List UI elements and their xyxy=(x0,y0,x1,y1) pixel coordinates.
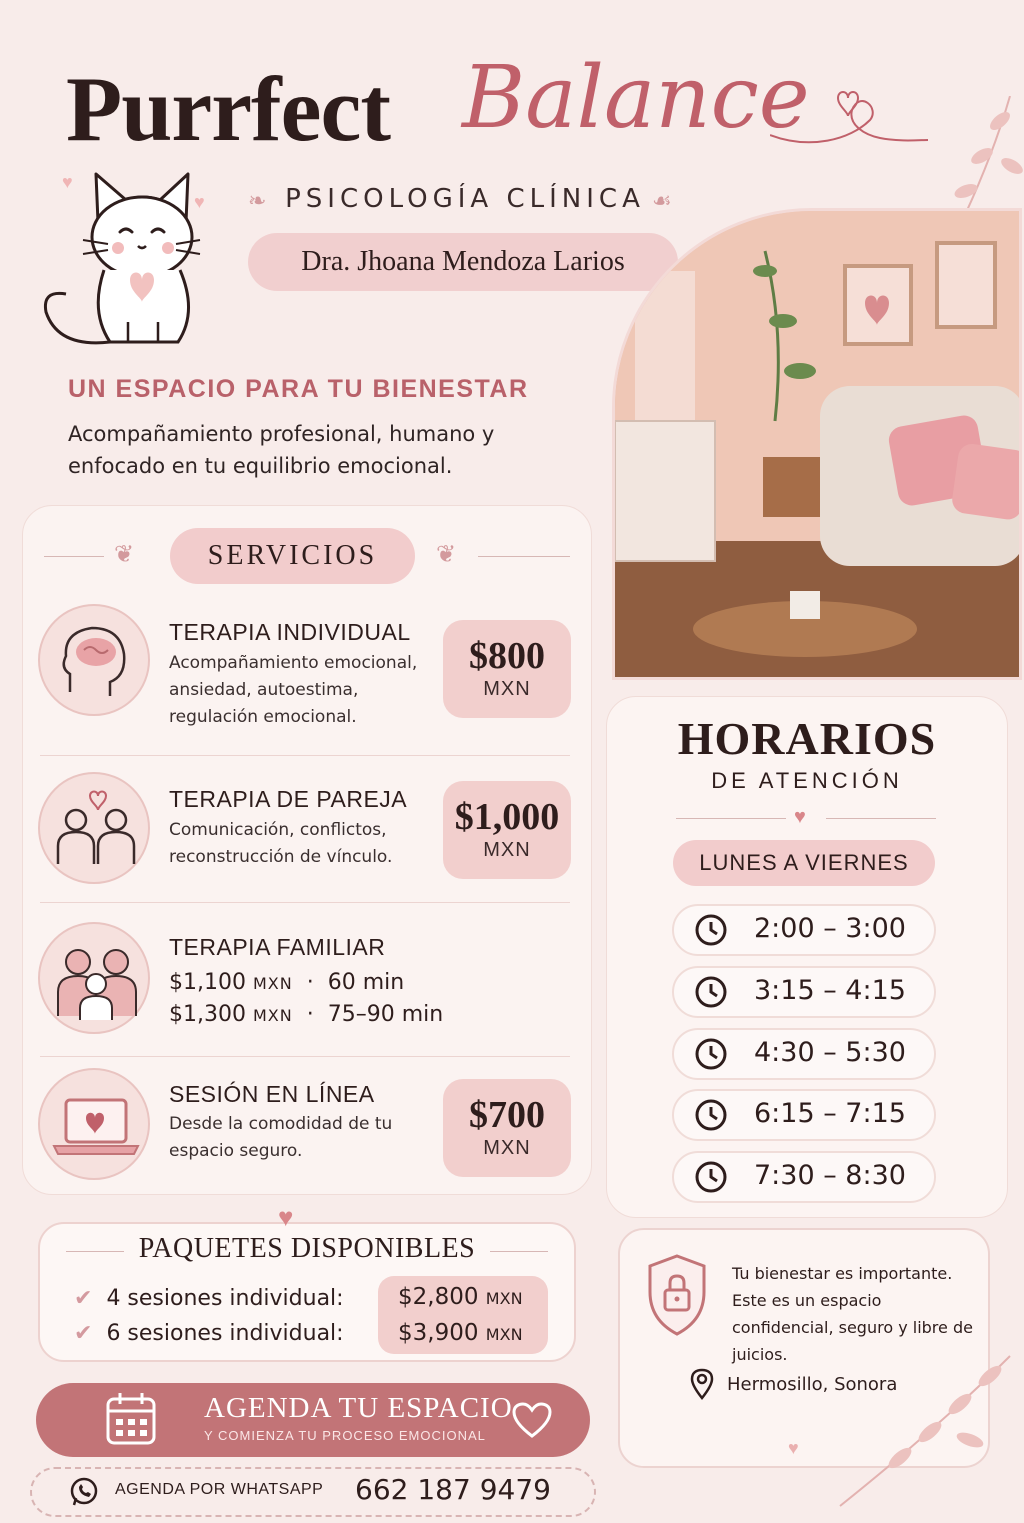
hours-subtitle: DE ATENCIÓN xyxy=(711,768,903,793)
service-icon-circle xyxy=(38,604,150,716)
calendar-icon xyxy=(104,1391,158,1447)
time-slot-label: 6:15 – 7:15 xyxy=(754,1098,906,1129)
packages-heading: PAQUETES DISPONIBLES xyxy=(138,1233,476,1264)
price-currency: MXN xyxy=(483,839,531,861)
divider xyxy=(40,902,570,903)
cta-sub-label: Y COMIENZA TU PROCESO EMOCIONAL xyxy=(204,1428,486,1443)
package-item: ✔ 4 sesiones individual: xyxy=(74,1286,344,1311)
package-price: $3,900 MXN xyxy=(398,1320,523,1346)
service-title: SESIÓN EN LÍNEA xyxy=(169,1081,375,1107)
divider xyxy=(826,818,936,819)
divider xyxy=(40,1056,570,1057)
brand-script-title: Balance xyxy=(462,48,810,148)
clock-icon xyxy=(694,1160,728,1194)
price-currency: MXN xyxy=(483,678,531,700)
heart-icon: ♥ xyxy=(194,192,205,212)
time-slot-label: 3:15 – 4:15 xyxy=(754,975,906,1006)
phone-number[interactable]: 662 187 9479 xyxy=(355,1473,551,1506)
time-slot-label: 4:30 – 5:30 xyxy=(754,1037,906,1068)
family-icon xyxy=(40,924,152,1036)
family-option-90: $1,300 MXN · 75–90 min xyxy=(169,1002,444,1027)
price-tag xyxy=(443,781,571,879)
service-description: Desde la comodidad de tu espacio seguro. xyxy=(169,1114,393,1161)
divider xyxy=(676,818,786,819)
clock-icon xyxy=(694,1098,728,1132)
service-icon-circle xyxy=(38,772,150,884)
package-price: $2,800 MXN xyxy=(398,1284,523,1310)
heart-icon: ♥ xyxy=(794,806,806,828)
shield-lock-icon xyxy=(644,1252,710,1338)
leaf-ornament-icon: ☙ xyxy=(652,188,672,213)
location-label: Hermosillo, Sonora xyxy=(727,1374,898,1395)
divider xyxy=(490,1251,548,1252)
price-amount: $800 xyxy=(469,635,545,677)
service-title: TERAPIA FAMILIAR xyxy=(169,934,386,960)
package-item: ✔ 6 sesiones individual: xyxy=(74,1321,344,1346)
tagline: UN ESPACIO PARA TU BIENESTAR xyxy=(68,375,529,403)
service-icon-circle xyxy=(38,1068,150,1180)
price-currency: MXN xyxy=(483,1137,531,1159)
service-icon-circle xyxy=(38,922,150,1034)
price-amount: $1,000 xyxy=(454,796,560,838)
days-label: LUNES A VIERNES xyxy=(673,840,935,886)
service-title: TERAPIA INDIVIDUAL xyxy=(169,619,411,645)
clock-icon xyxy=(694,913,728,947)
service-description: Comunicación, conflictos, reconstrucción de vínculo. xyxy=(169,820,393,867)
doctor-name: Dra. Jhoana Mendoza Larios xyxy=(248,233,678,291)
service-description: Acompañamiento emocional, ansiedad, autoestima, regulación emocional. xyxy=(169,653,418,727)
price-tag xyxy=(443,620,571,718)
heart-icon: ♥ xyxy=(788,1438,799,1458)
subtitle: PSICOLOGÍA CLÍNICA xyxy=(285,184,645,214)
whatsapp-label: AGENDA POR WHATSAPP xyxy=(115,1481,324,1498)
service-title: TERAPIA DE PAREJA xyxy=(169,786,408,812)
intro-description: Acompañamiento profesional, humano y enfocado en tu equilibrio emocional. xyxy=(68,422,495,478)
heart-icon: ♥ xyxy=(62,172,73,192)
therapy-room-photo xyxy=(612,208,1022,680)
time-slot-label: 2:00 – 3:00 xyxy=(754,913,906,944)
clock-icon xyxy=(694,1037,728,1071)
services-heading: SERVICIOS xyxy=(170,528,415,584)
clock-icon xyxy=(694,975,728,1009)
brand-title: Purrfect xyxy=(66,58,390,160)
hours-title: HORARIOS xyxy=(677,713,937,764)
laptop-heart-icon xyxy=(40,1070,152,1182)
price-tag xyxy=(443,1079,571,1177)
divider xyxy=(40,755,570,756)
time-slot-label: 7:30 – 8:30 xyxy=(754,1160,906,1191)
leaf-ornament-icon: ❧ xyxy=(248,188,267,213)
family-option-60: $1,100 MXN · 60 min xyxy=(169,970,405,995)
heart-swash-icon xyxy=(770,80,930,160)
confidential-text: Tu bienestar es importante. Este es un espacio confidencial, seguro y libre de juicios. xyxy=(732,1264,973,1364)
location-pin-icon xyxy=(690,1368,714,1400)
leaf-branch-icon xyxy=(820,1346,1020,1516)
whatsapp-icon xyxy=(68,1476,100,1508)
check-icon: ✔ xyxy=(74,1321,93,1346)
heart-icon: ♥ xyxy=(278,1202,294,1232)
leaf-sprig-icon: ❦ xyxy=(436,541,457,568)
brain-head-icon xyxy=(40,606,152,718)
price-amount: $700 xyxy=(469,1094,545,1136)
divider xyxy=(44,556,104,557)
heart-outline-icon xyxy=(512,1402,552,1438)
couple-icon xyxy=(40,774,152,886)
leaf-sprig-icon: ❦ xyxy=(114,541,135,568)
divider xyxy=(478,556,570,557)
check-icon: ✔ xyxy=(74,1286,93,1311)
cta-main-label: AGENDA TU ESPACIO xyxy=(204,1392,513,1424)
